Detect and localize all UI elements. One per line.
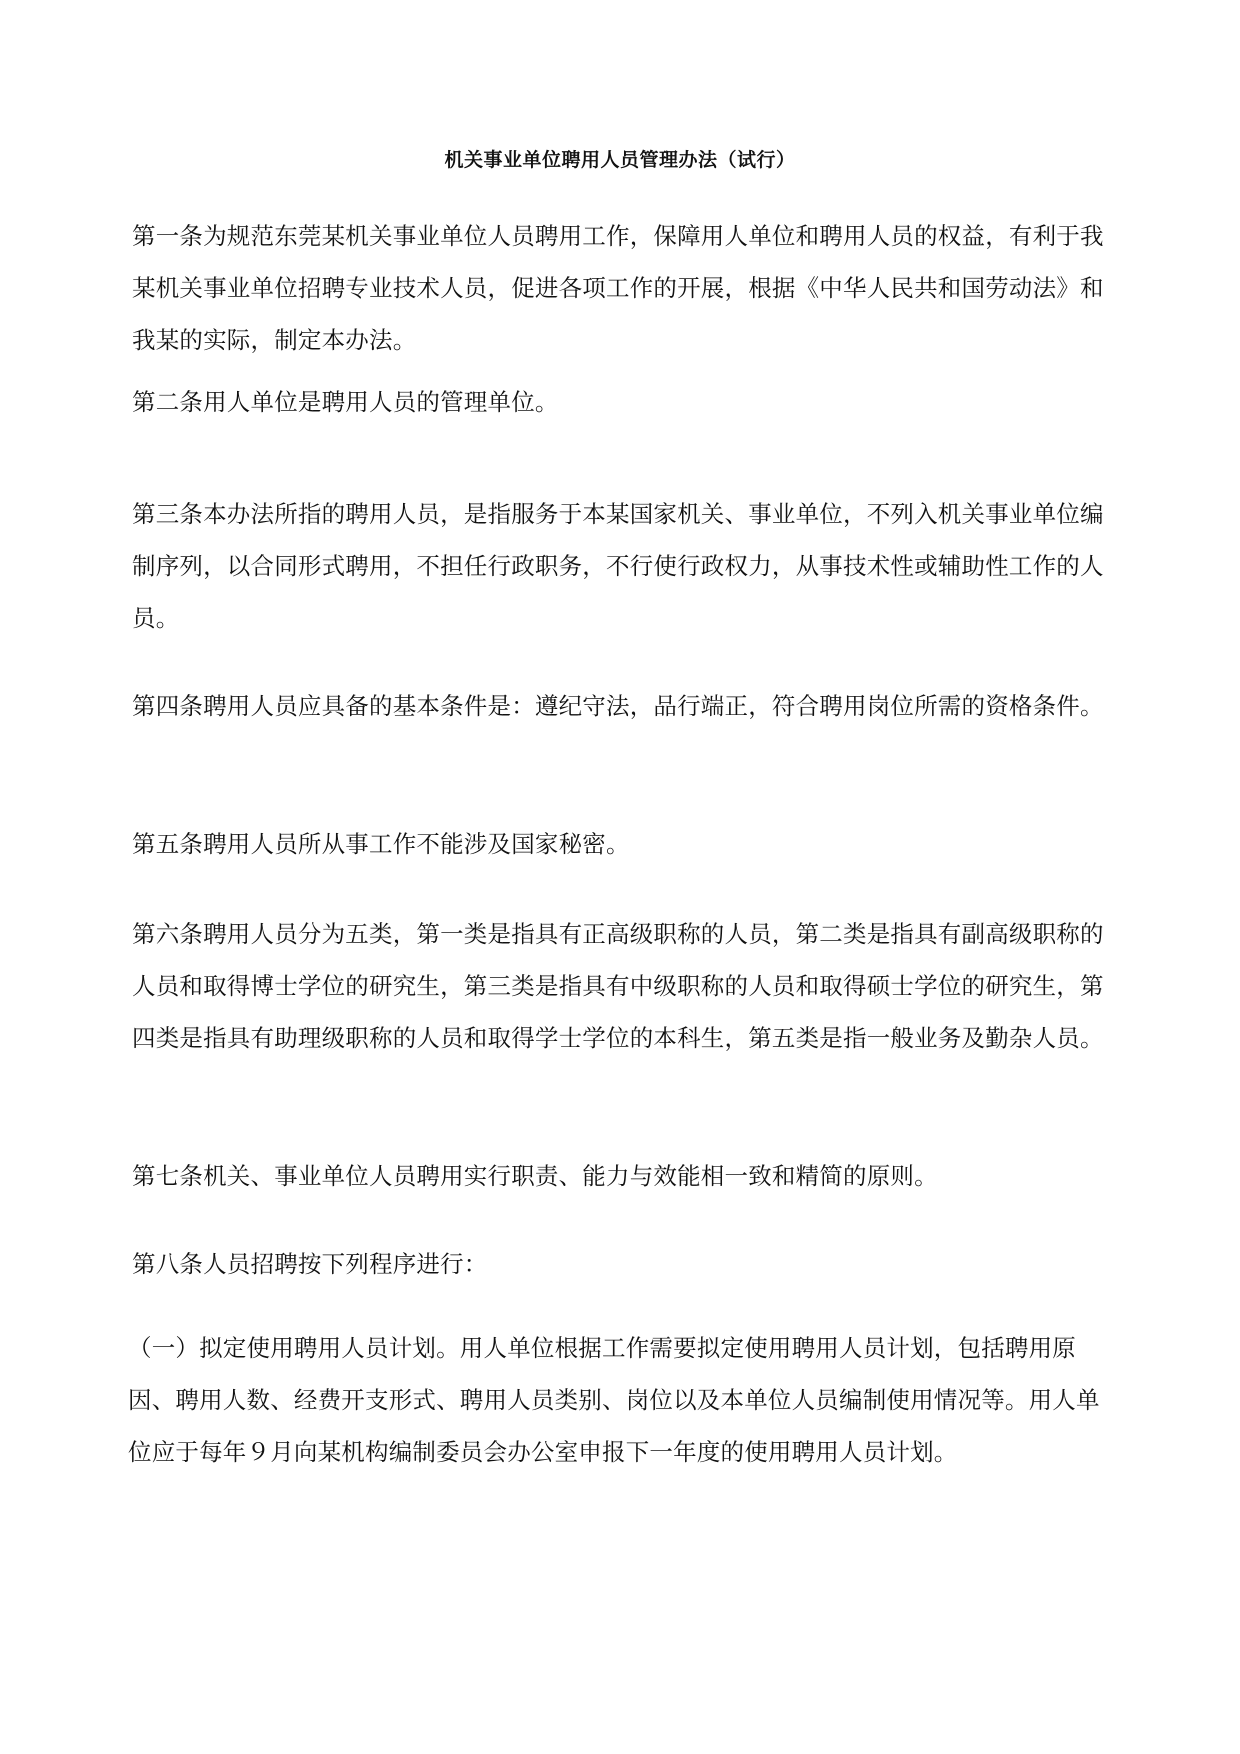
article-4: 第四条聘用人员应具备的基本条件是：遵纪守法，品行端正，符合聘用岗位所需的资格条件。	[132, 692, 1104, 720]
article-6: 第六条聘用人员分为五类，第一类是指具有正高级职称的人员，第二类是指具有副高级职称的人员和取得博士学位的研究生，第三类是指具有中级职称的人员和取得硕士学位的研究生，第四类是指具有助理级职称的人员和取得学士学位的本科生，第五类是指一般业务及勤杂人员。	[132, 920, 1104, 1052]
article-3: 第三条本办法所指的聘用人员，是指服务于本某国家机关、事业单位，不列入机关事业单位编制序列，以合同形式聘用，不担任行政职务，不行使行政权力，从事技术性或辅助性工作的人员。	[132, 500, 1104, 632]
document-title: 机关事业单位聘用人员管理办法（试行）	[444, 149, 796, 171]
article-8: 第八条人员招聘按下列程序进行：	[132, 1250, 488, 1278]
article-7: 第七条机关、事业单位人员聘用实行职责、能力与效能相一致和精简的原则。	[132, 1162, 938, 1190]
article-1: 第一条为规范东莞某机关事业单位人员聘用工作，保障用人单位和聘用人员的权益，有利于我某机关事业单位招聘专业技术人员，促进各项工作的开展，根据《中华人民共和国劳动法》和我某的实际，制定本办法。	[132, 222, 1104, 354]
article-2: 第二条用人单位是聘用人员的管理单位。	[132, 388, 559, 416]
article-8-item-1: （一）拟定使用聘用人员计划。用人单位根据工作需要拟定使用聘用人员计划，包括聘用原因、聘用人数、经费开支形式、聘用人员类别、岗位以及本单位人员编制使用情况等。用人单位应于每年９月向某机构编制委员会办公室申报下一年度的使用聘用人员计划。	[128, 1334, 1100, 1466]
article-5: 第五条聘用人员所从事工作不能涉及国家秘密。	[132, 830, 630, 858]
